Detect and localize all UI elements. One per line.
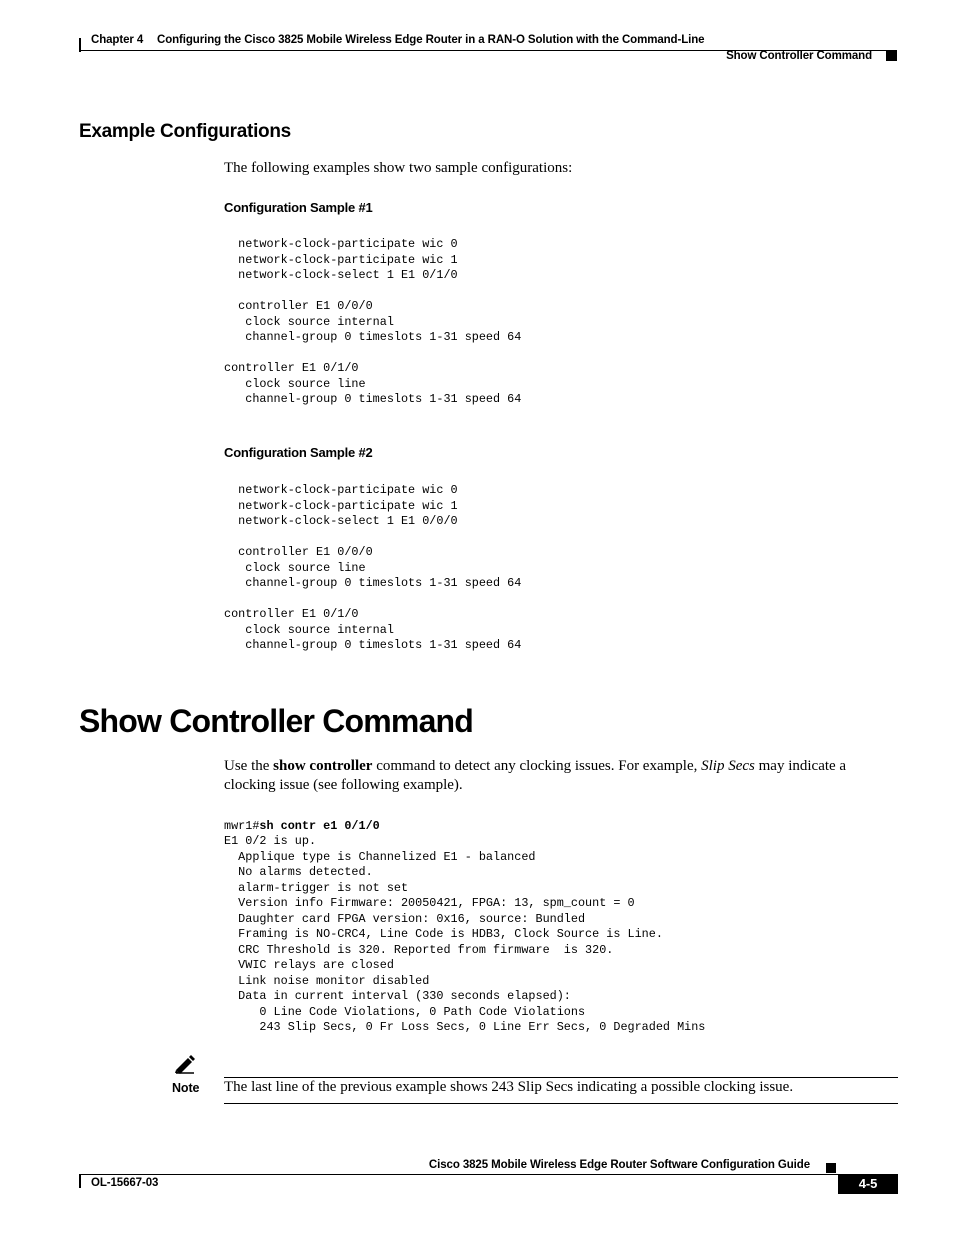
note-label: Note — [172, 1081, 200, 1095]
example-configurations-heading: Example Configurations — [79, 121, 291, 142]
sample1-code-line: channel-group 0 timeslots 1-31 speed 64 — [224, 392, 522, 406]
output-line: Version info Firmware: 20050421, FPGA: 13, spm_count = 0 — [224, 896, 635, 910]
example-intro-text: The following examples show two sample configurations: — [224, 160, 573, 176]
sample2-code-line: clock source line — [224, 560, 366, 575]
sample2-code-line — [224, 592, 521, 608]
sample2-code-line: network-clock-select 1 E1 0/0/0 — [224, 514, 458, 528]
footer-doc-number: OL-15667-03 — [91, 1177, 159, 1189]
show-controller-heading: Show Controller Command — [79, 703, 474, 739]
command-text: sh contr e1 0/1/0 — [259, 819, 380, 833]
output-line: Applique type is Channelized E1 - balanced — [224, 849, 536, 864]
output-line: Daughter card FPGA version: 0x16, source: Bundled — [224, 911, 586, 926]
sample2-code-line: controller E1 0/0/0 — [224, 545, 373, 559]
sample1-code-block — [224, 237, 521, 408]
sample1-code-line: controller E1 0/1/0 — [224, 361, 359, 375]
header-chapter-title: Configuring the Cisco 3825 Mobile Wireless Edge Router in a RAN-O Solution with the Command-Line — [157, 34, 705, 46]
command-prompt: mwr1# — [224, 819, 260, 833]
header-black-block — [886, 50, 897, 61]
sample2-code-line: controller E1 0/1/0 — [224, 607, 359, 621]
note-bottom-rule — [224, 1103, 898, 1104]
output-line: Framing is NO-CRC4, Line Code is HDB3, Clock Source is Line. — [224, 927, 663, 941]
footer-black-block — [826, 1163, 836, 1173]
sample2-code-line: clock source internal — [224, 622, 394, 637]
sample1-code-line — [224, 346, 521, 362]
output-line: No alarms detected. — [224, 865, 373, 879]
page-number: 4-5 — [858, 1176, 878, 1191]
output-line: alarm-trigger is not set — [224, 880, 409, 895]
sample2-code-block — [224, 483, 521, 654]
header-chapter: Chapter 4 — [91, 34, 144, 46]
sample2-code-line: network-clock-participate wic 1 — [224, 498, 458, 513]
sample1-code-line: network-clock-participate wic 0 — [224, 237, 458, 251]
output-line: E1 0/2 is up. — [224, 834, 317, 848]
sample1-code-line: network-clock-select 1 E1 0/1/0 — [224, 268, 458, 282]
output-line: Data in current interval (330 seconds elapsed): — [224, 989, 571, 1003]
intro-italic: Slip Secs — [701, 758, 755, 774]
sample2-code-line: channel-group 0 timeslots 1-31 speed 64 — [224, 638, 522, 652]
show-controller-intro — [224, 757, 900, 795]
sample1-code-line: network-clock-participate wic 1 — [224, 252, 458, 267]
output-line: 243 Slip Secs, 0 Fr Loss Secs, 0 Line Err Secs, 0 Degraded Mins — [224, 1020, 706, 1034]
sample1-title: Configuration Sample #1 — [224, 200, 373, 215]
sample1-code-line: clock source internal — [224, 314, 394, 329]
command-output-block — [224, 834, 705, 1036]
output-line: VWIC relays are closed — [224, 958, 394, 972]
output-line: 0 Line Code Violations, 0 Path Code Violations — [224, 1004, 586, 1019]
footer-left-bar — [79, 1174, 81, 1188]
sample2-title: Configuration Sample #2 — [224, 445, 373, 460]
sample1-code-line: clock source line — [224, 376, 366, 391]
sample2-code-line: channel-group 0 timeslots 1-31 speed 64 — [224, 576, 522, 590]
intro-use: Use the — [224, 758, 274, 774]
page-number-box — [838, 1174, 898, 1194]
pencil-note-icon — [174, 1054, 196, 1074]
header-section: Show Controller Command — [726, 50, 872, 62]
command-line — [224, 819, 380, 835]
note-text: The last line of the previous example shows 243 Slip Secs indicating a possible clocking issue. — [224, 1079, 794, 1095]
intro-command: show controller — [273, 758, 373, 774]
footer-guide-title: Cisco 3825 Mobile Wireless Edge Router Software Configuration Guide — [428, 1159, 810, 1171]
output-line: CRC Threshold is 320. Reported from firmware is 320. — [224, 942, 614, 957]
sample1-code-line: controller E1 0/0/0 — [224, 299, 373, 313]
note-top-rule — [224, 1077, 898, 1078]
sample2-code-line — [224, 530, 521, 546]
sample2-code-line: network-clock-participate wic 0 — [224, 483, 458, 497]
footer-rule — [79, 1174, 839, 1175]
intro-mid: command to detect any clocking issues. For example, — [372, 758, 702, 774]
sample1-code-line — [224, 284, 521, 300]
output-line: Link noise monitor disabled — [224, 973, 430, 988]
intro-end: may indicate a clocking issue (see following example). — [224, 758, 847, 793]
sample1-code-line: channel-group 0 timeslots 1-31 speed 64 — [224, 330, 522, 344]
